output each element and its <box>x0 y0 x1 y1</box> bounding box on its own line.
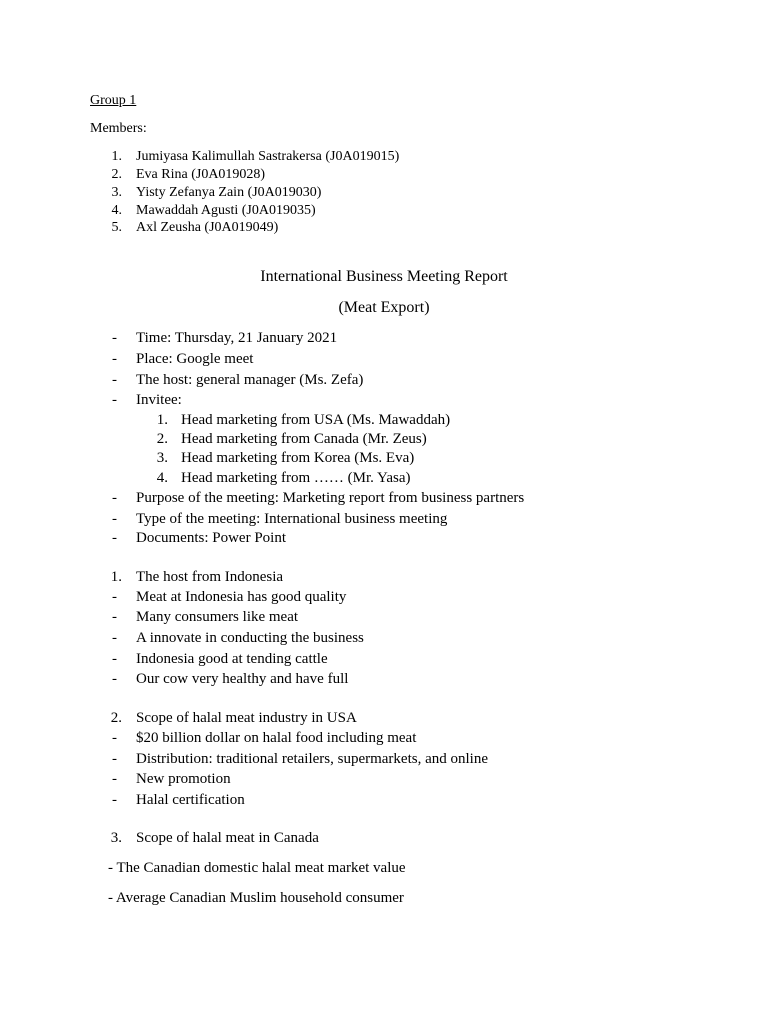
list-number: 3. <box>110 830 122 846</box>
point-text: Our cow very healthy and have full <box>136 671 349 687</box>
list-item <box>112 670 349 688</box>
section-heading-text: Scope of halal meat industry in USA <box>136 710 357 726</box>
invitee-name: Head marketing from Canada (Mr. Zeus) <box>181 431 427 447</box>
group-label: Group 1 <box>90 93 137 108</box>
section-heading-text: Scope of halal meat in Canada <box>136 830 319 846</box>
list-item <box>104 166 266 183</box>
bullet-dash: - <box>112 771 117 787</box>
list-number: 1. <box>110 569 122 585</box>
list-item <box>150 469 411 487</box>
report-title: International Business Meeting Report <box>260 268 508 285</box>
bullet-dash: - <box>112 730 117 746</box>
list-item <box>112 629 364 647</box>
section-heading <box>104 829 319 847</box>
bullet-dash: - <box>112 792 117 808</box>
list-number: 4. <box>111 203 122 218</box>
list-item <box>112 791 245 809</box>
list-number: 2. <box>110 710 122 726</box>
invitee-name: Head marketing from Korea (Ms. Eva) <box>181 450 415 466</box>
list-item <box>112 510 448 528</box>
list-item <box>112 350 254 368</box>
point-text: Distribution: traditional retailers, supermarkets, and online <box>136 751 488 767</box>
bullet-dash: - <box>112 609 117 625</box>
point-text: Indonesia good at tending cattle <box>136 651 328 667</box>
list-item <box>112 608 299 626</box>
list-item <box>112 750 488 768</box>
bullet-dash: - <box>112 330 117 346</box>
invitee-name: Head marketing from USA (Ms. Mawaddah) <box>181 412 451 428</box>
point-text: $20 billion dollar on halal food including meat <box>136 730 417 746</box>
bullet-dash: - <box>112 351 117 367</box>
members-label: Members: <box>90 121 147 136</box>
meeting-documents: Documents: Power Point <box>136 530 286 546</box>
member-name: Jumiyasa Kalimullah Sastrakersa (J0A019015) <box>136 149 400 164</box>
bullet-dash: - <box>112 589 117 605</box>
list-item <box>150 430 427 448</box>
list-item: - Average Canadian Muslim household consumer <box>108 890 404 906</box>
list-item <box>112 588 347 606</box>
meeting-place: Place: Google meet <box>136 351 254 367</box>
list-item <box>104 148 400 165</box>
list-number: 2. <box>111 167 122 182</box>
list-item <box>112 489 525 507</box>
list-item <box>112 371 364 389</box>
list-number: 3. <box>111 185 122 200</box>
meeting-purpose: Purpose of the meeting: Marketing report from business partners <box>136 490 525 506</box>
list-number: 4. <box>156 470 168 486</box>
point-text: A innovate in conducting the business <box>136 630 364 646</box>
member-name: Axl Zeusha (J0A019049) <box>136 220 279 235</box>
bullet-dash: - <box>112 490 117 506</box>
list-item <box>104 184 322 201</box>
section-heading <box>104 709 357 727</box>
bullet-dash: - <box>112 511 117 527</box>
bullet-dash: - <box>112 530 117 546</box>
invitee-name: Head marketing from …… (Mr. Yasa) <box>181 470 411 486</box>
list-item <box>104 202 316 219</box>
member-name: Mawaddah Agusti (J0A019035) <box>136 203 316 218</box>
list-item <box>112 329 338 347</box>
list-item <box>112 391 182 409</box>
list-item <box>112 650 328 668</box>
list-number: 3. <box>156 450 168 466</box>
point-text: Halal certification <box>136 792 245 808</box>
list-item <box>150 411 451 429</box>
bullet-dash: - <box>112 630 117 646</box>
list-item <box>150 449 415 467</box>
meeting-host: The host: general manager (Ms. Zefa) <box>136 372 364 388</box>
meeting-time: Time: Thursday, 21 January 2021 <box>136 330 338 346</box>
bullet-dash: - <box>112 671 117 687</box>
report-subtitle: (Meat Export) <box>338 299 430 316</box>
section-heading-text: The host from Indonesia <box>136 569 284 585</box>
list-item <box>112 729 417 747</box>
list-item <box>112 770 231 788</box>
list-item <box>112 529 286 547</box>
list-number: 5. <box>111 220 122 235</box>
list-item: - The Canadian domestic halal meat market value <box>108 860 406 876</box>
invitee-label: Invitee: <box>136 392 182 408</box>
meeting-type: Type of the meeting: International business meeting <box>136 511 448 527</box>
member-name: Yisty Zefanya Zain (J0A019030) <box>136 185 322 200</box>
list-item <box>104 219 279 236</box>
point-text: Many consumers like meat <box>136 609 299 625</box>
bullet-dash: - <box>112 751 117 767</box>
list-number: 1. <box>156 412 168 428</box>
bullet-dash: - <box>112 651 117 667</box>
point-text: New promotion <box>136 771 231 787</box>
list-number: 2. <box>156 431 168 447</box>
point-text: Meat at Indonesia has good quality <box>136 589 347 605</box>
list-number: 1. <box>111 149 122 164</box>
bullet-dash: - <box>112 372 117 388</box>
member-name: Eva Rina (J0A019028) <box>136 167 266 182</box>
bullet-dash: - <box>112 392 117 408</box>
section-heading <box>104 568 284 586</box>
